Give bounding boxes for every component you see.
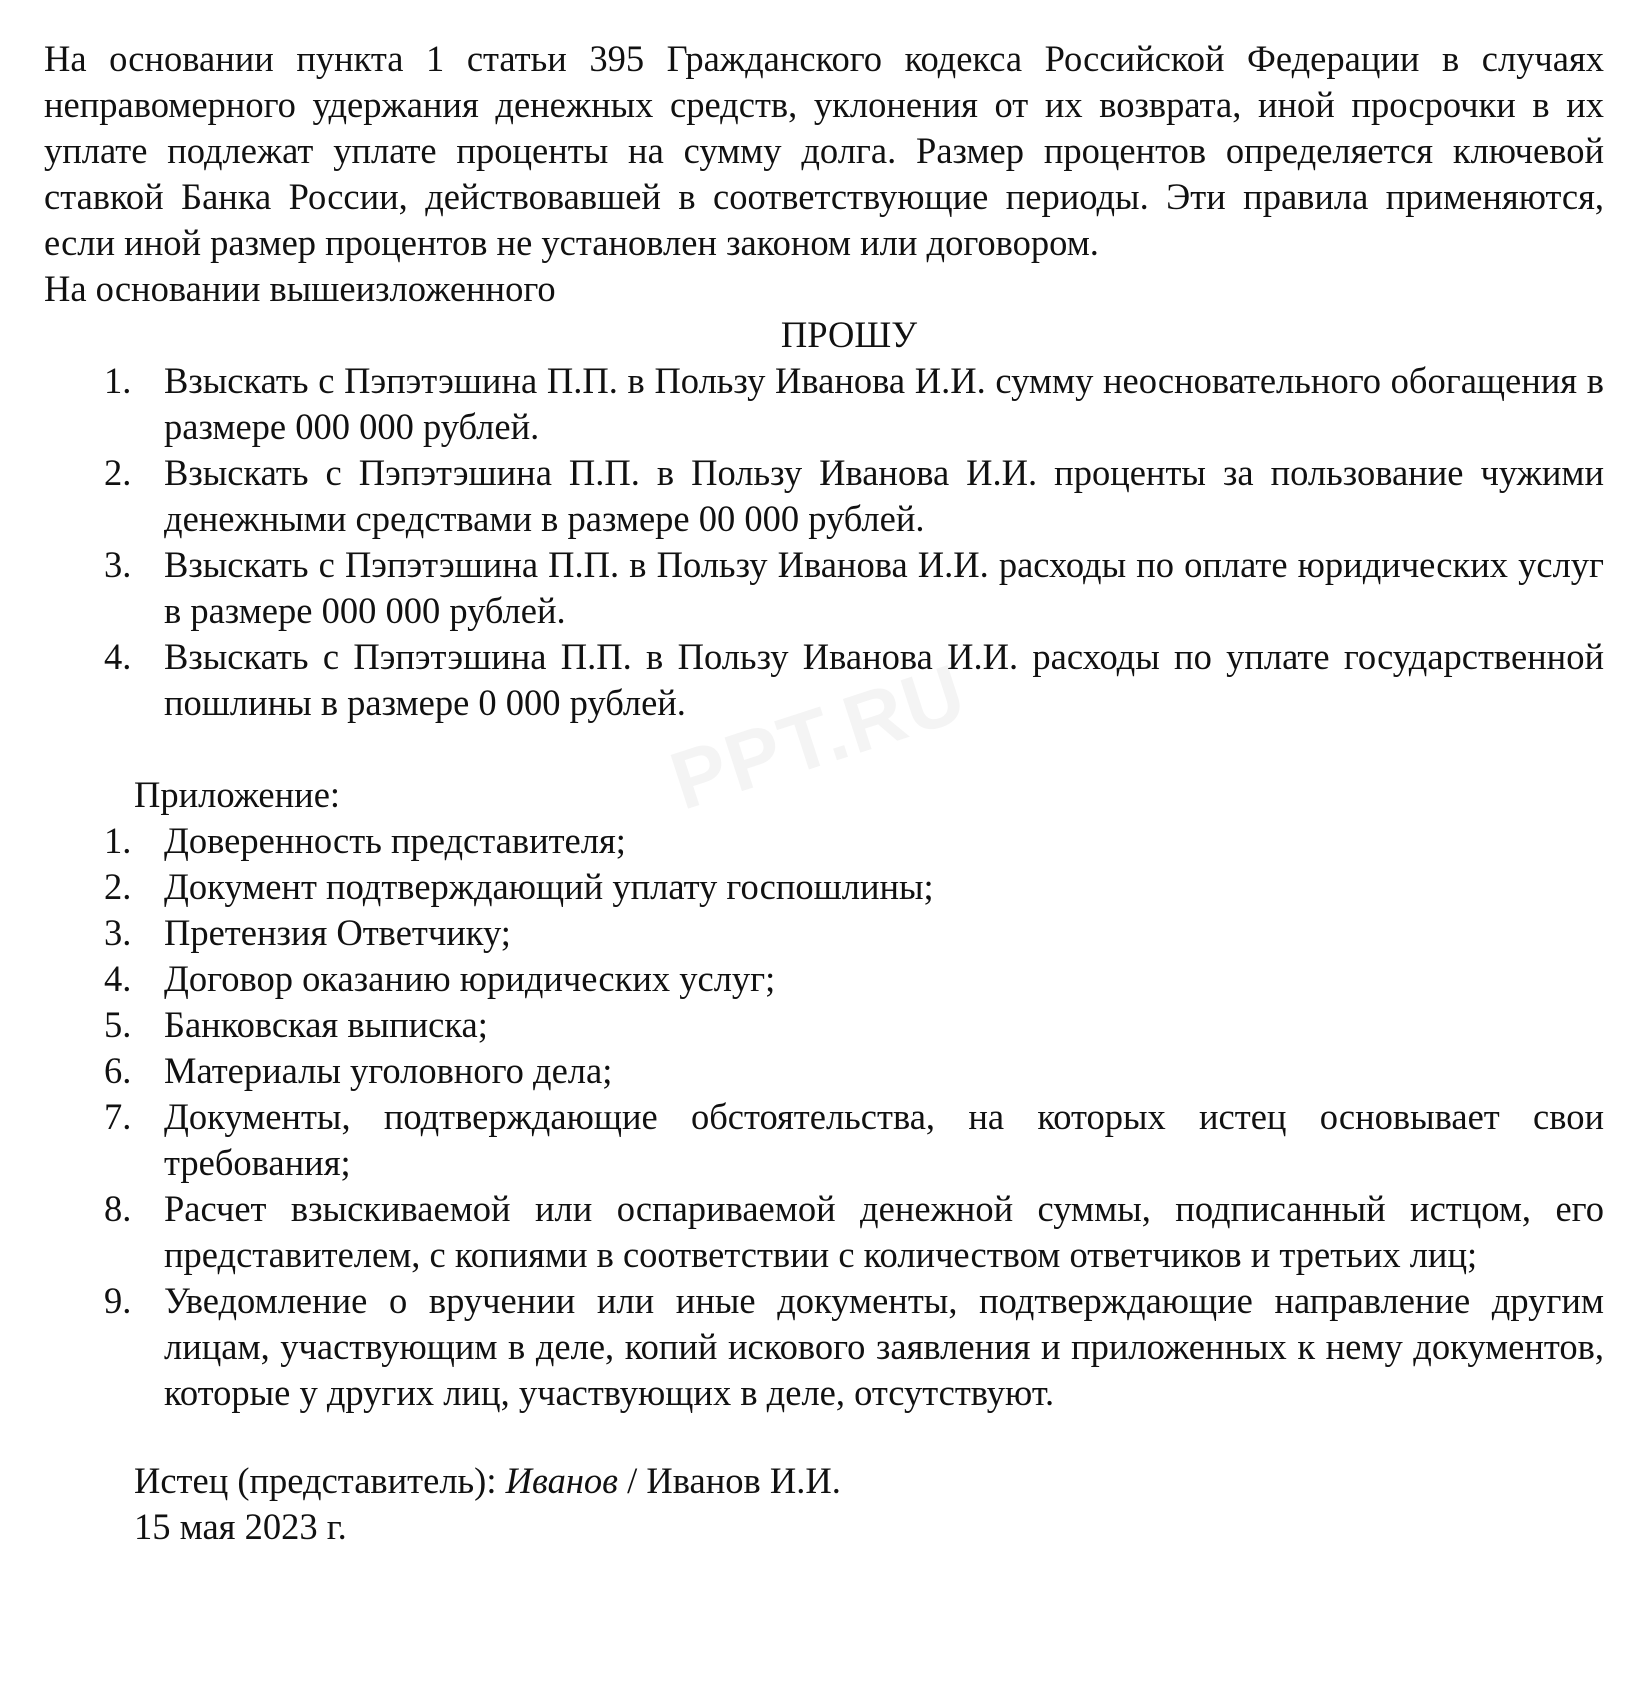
request-item-text: Взыскать с Пэпэтэшина П.П. в Пользу Иванова И.И. сумму неосновательного обогащения в размере 000 000 рублей. xyxy=(164,360,1604,447)
watermark: PPT.RU xyxy=(660,647,978,828)
annex-item xyxy=(44,956,1604,1002)
annex-list xyxy=(44,818,1604,1416)
signature-label: Истец (представитель): xyxy=(134,1460,497,1501)
request-item-text: Взыскать с Пэпэтэшина П.П. в Пользу Иванова И.И. проценты за пользование чужими денежными средствами в размере 00 000 рублей. xyxy=(164,452,1604,539)
intro-paragraph: На основании пункта 1 статьи 395 Гражданского кодекса Российской Федерации в случаях неправомерного удержания денежных средств, уклонения от их возврата, иной просрочки в их уплате подлежат уплате проценты на сумму долга. Размер процентов определяется ключевой ставкой Банка России, действовавшей в соответствующие периоды. Эти правила применяются, если иной размер процентов не установлен законом или договором. xyxy=(44,38,1604,263)
signature-separator: / xyxy=(627,1460,638,1501)
annex-item-text: Претензия Ответчику; xyxy=(164,912,511,953)
signature-full-name: Иванов И.И. xyxy=(646,1460,841,1501)
request-item-number: 2. xyxy=(104,452,132,493)
annex-item xyxy=(44,1094,1604,1186)
request-item-number: 1. xyxy=(104,360,132,401)
annex-item-text: Уведомление о вручении или иные документы, подтверждающие направление другим лицам, участвующим в деле, копий искового заявления и приложенных к нему документов, которые у других лиц, участвующих в деле, отсутствуют. xyxy=(164,1280,1604,1413)
annex-item-number: 5. xyxy=(104,1004,132,1045)
annex-item-number: 2. xyxy=(104,866,132,907)
request-item xyxy=(44,358,1604,450)
annex-item-number: 8. xyxy=(104,1188,132,1229)
annex-item-text: Договор оказанию юридических услуг; xyxy=(164,958,776,999)
signature-handwritten-name: Иванов xyxy=(505,1460,619,1501)
lead-in-text: На основании вышеизложенного xyxy=(44,268,556,309)
request-item-text: Взыскать с Пэпэтэшина П.П. в Пользу Иванова И.И. расходы по уплате государственной пошлины в размере 0 000 рублей. xyxy=(164,636,1604,723)
annex-title: Приложение: xyxy=(134,774,341,815)
annex-item-text: Материалы уголовного дела; xyxy=(164,1050,613,1091)
request-heading: ПРОШУ xyxy=(780,314,918,355)
request-item-number: 3. xyxy=(104,544,132,585)
request-list xyxy=(44,358,1604,726)
signature-block xyxy=(44,1458,1604,1550)
annex-item xyxy=(44,1278,1604,1416)
annex-item xyxy=(44,1186,1604,1278)
annex-item xyxy=(44,1002,1604,1048)
annex-item xyxy=(44,818,1604,864)
annex-item xyxy=(44,1048,1604,1094)
annex-item xyxy=(44,864,1604,910)
annex-item-text: Доверенность представителя; xyxy=(164,820,626,861)
signature-line xyxy=(134,1458,1604,1504)
annex-item xyxy=(44,910,1604,956)
annex-item-number: 1. xyxy=(104,820,132,861)
annex-item-text: Документ подтверждающий уплату госпошлины; xyxy=(164,866,934,907)
document-date: 15 мая 2023 г. xyxy=(134,1506,347,1547)
request-item xyxy=(44,542,1604,634)
annex-item-number: 6. xyxy=(104,1050,132,1091)
document-page xyxy=(44,36,1604,1550)
annex-item-number: 3. xyxy=(104,912,132,953)
request-item xyxy=(44,450,1604,542)
annex-item-number: 9. xyxy=(104,1280,132,1321)
annex-item-number: 4. xyxy=(104,958,132,999)
annex-item-number: 7. xyxy=(104,1096,132,1137)
request-item-text: Взыскать с Пэпэтэшина П.П. в Пользу Иванова И.И. расходы по оплате юридических услуг в размере 000 000 рублей. xyxy=(164,544,1604,631)
annex-item-text: Банковская выписка; xyxy=(164,1004,488,1045)
section-spacer xyxy=(44,726,1604,772)
annex-item-text: Расчет взыскиваемой или оспариваемой денежной суммы, подписанный истцом, его представителем, с копиями в соответствии с количеством ответчиков и третьих лиц; xyxy=(164,1188,1604,1275)
annex-item-text: Документы, подтверждающие обстоятельства, на которых истец основывает свои требования; xyxy=(164,1096,1604,1183)
request-item-number: 4. xyxy=(104,636,132,677)
request-item xyxy=(44,634,1604,726)
